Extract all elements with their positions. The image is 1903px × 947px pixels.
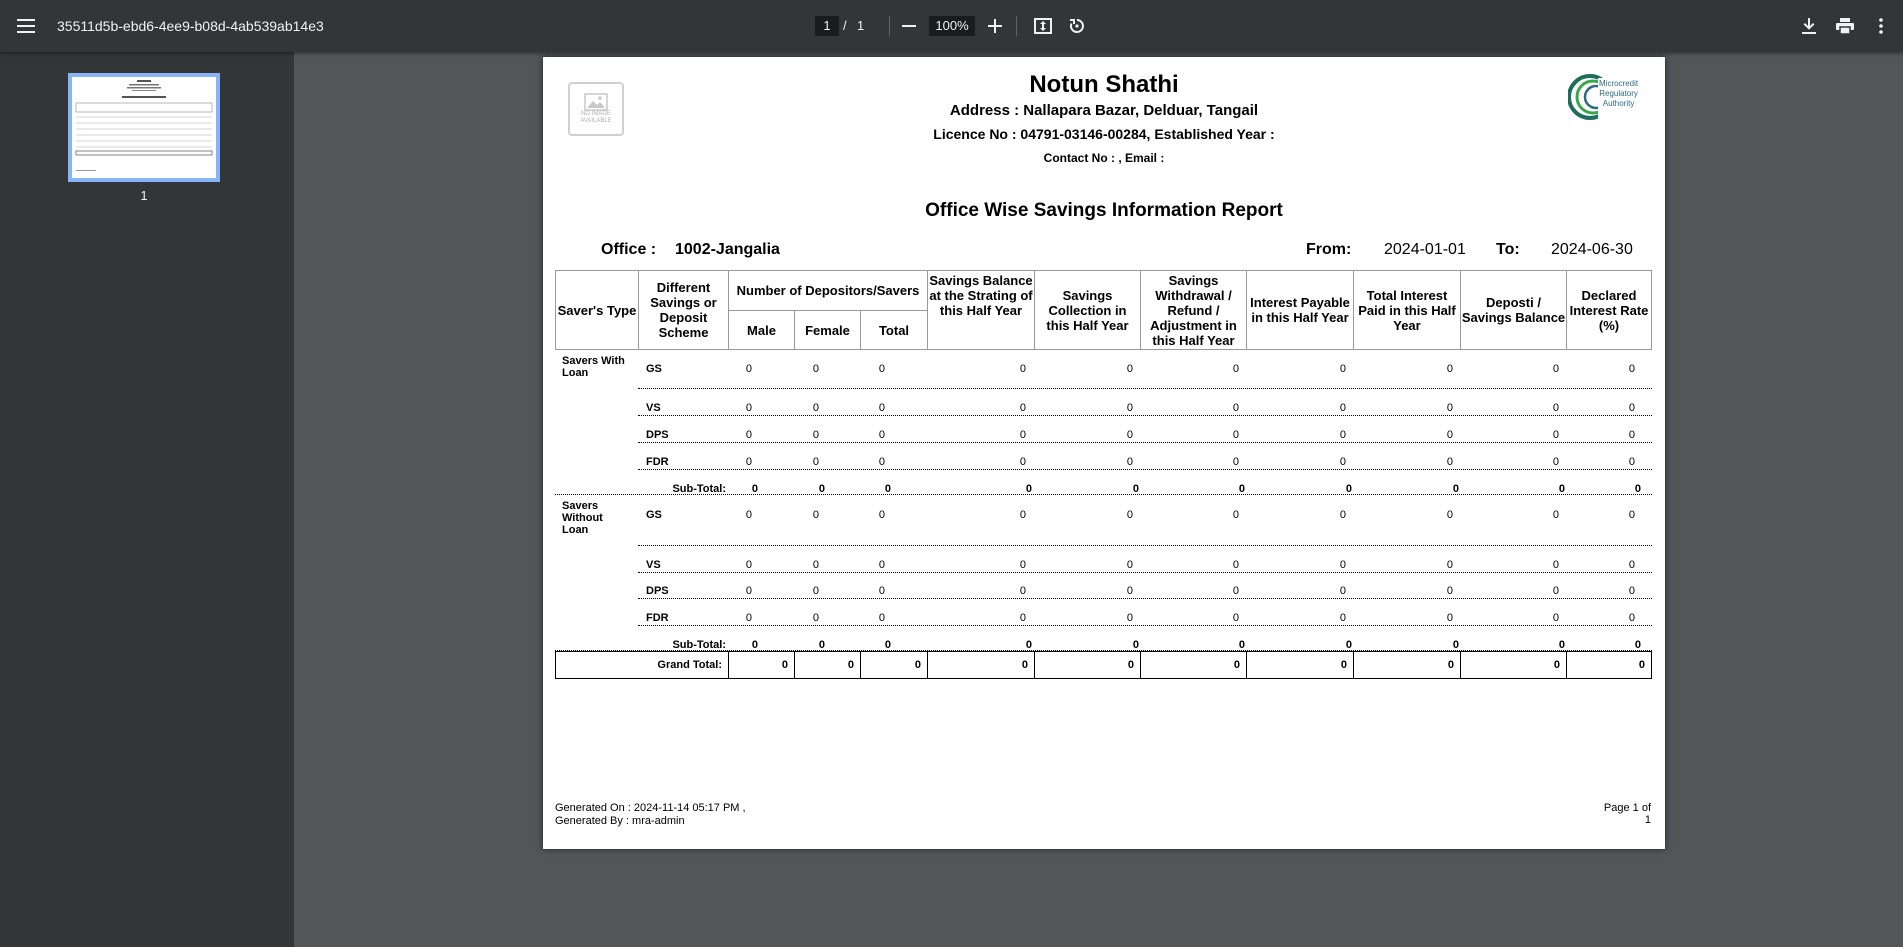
table-cell: 0: [1019, 612, 1026, 624]
header-collection: Savings Collection in this Half Year: [1034, 270, 1141, 350]
table-cell: 0: [1339, 363, 1346, 375]
grand-total-cell: 0: [728, 651, 795, 679]
subtotal-cell: 0: [1025, 483, 1032, 495]
table-cell: 0: [1126, 612, 1133, 624]
table-cell: 0: [1126, 402, 1133, 414]
table-cell: 0: [1552, 456, 1559, 468]
from-label: From:: [1306, 241, 1352, 258]
table-cell: 0: [812, 456, 819, 468]
office-label: Office :: [601, 241, 657, 258]
to-value: 2024-06-30: [1551, 241, 1633, 258]
mra-logo-text: [1599, 79, 1638, 109]
table-cell: 0: [812, 585, 819, 597]
table-cell: 0: [1628, 612, 1635, 624]
header-deposit-balance: Deposti / Savings Balance: [1460, 270, 1567, 350]
scheme-label: DPS: [646, 585, 669, 597]
header-scheme: Different Savings or Deposit Scheme: [638, 270, 729, 350]
table-cell: 0: [1628, 585, 1635, 597]
grand-total-cell: 0: [860, 651, 928, 679]
grand-total-cell: 0: [794, 651, 861, 679]
toolbar-divider: [1016, 16, 1017, 36]
table-cell: 0: [1019, 585, 1026, 597]
grand-total-cell: 0: [1460, 651, 1567, 679]
header-interest-paid: Total Interest Paid in this Half Year: [1353, 270, 1461, 350]
no-image-text: NO IMAGE: [580, 111, 611, 117]
header-interest-rate: Declared Interest Rate (%): [1566, 270, 1652, 350]
table-cell: 0: [1232, 456, 1239, 468]
scheme-label: VS: [646, 402, 661, 414]
toolbar-divider: [889, 16, 890, 36]
subtotal-cell: 0: [751, 483, 758, 495]
scheme-label: GS: [646, 363, 662, 375]
table-cell: 0: [1339, 402, 1346, 414]
scheme-label: GS: [646, 509, 662, 521]
header-balance-start: Savings Balance at the Strating of this Half Year: [927, 270, 1035, 350]
subtotal-label: Sub-Total:: [672, 483, 726, 495]
pdf-page: [543, 57, 1665, 849]
table-cell: 0: [1628, 402, 1635, 414]
subtotal-cell: 0: [1452, 483, 1459, 495]
table-cell: 0: [1126, 456, 1133, 468]
table-cell: 0: [1446, 509, 1453, 521]
organization-address: Address : Nallapara Bazar, Delduar, Tangail: [949, 102, 1259, 119]
table-cell: 0: [1628, 559, 1635, 571]
table-cell: 0: [812, 429, 819, 441]
zoom-in-icon[interactable]: [979, 10, 1011, 42]
group-label: Savers With Loan: [562, 355, 625, 379]
scheme-label: FDR: [646, 612, 669, 624]
group-divider: [555, 494, 1652, 495]
licence-info: Licence No : 04791-03146-00284, Established Year :: [933, 126, 1275, 142]
subtotal-cell: 0: [1452, 639, 1459, 651]
scheme-label: VS: [646, 559, 661, 571]
header-male: Male: [728, 310, 795, 350]
scheme-label: FDR: [646, 456, 669, 468]
table-cell: 0: [878, 612, 885, 624]
table-cell: 0: [1126, 509, 1133, 521]
subtotal-cell: 0: [1238, 639, 1245, 651]
table-cell: 0: [1339, 509, 1346, 521]
table-cell: 0: [1628, 429, 1635, 441]
no-image-text: AVAILABLE: [580, 118, 612, 124]
table-cell: 0: [1232, 402, 1239, 414]
row-divider: [638, 469, 1652, 470]
row-divider: [638, 415, 1652, 416]
table-cell: 0: [1552, 559, 1559, 571]
table-cell: 0: [878, 559, 885, 571]
table-cell: 0: [1552, 509, 1559, 521]
row-divider: [638, 388, 1652, 389]
download-icon[interactable]: [1793, 10, 1825, 42]
table-cell: 0: [812, 612, 819, 624]
table-cell: 0: [1232, 612, 1239, 624]
table-cell: 0: [878, 429, 885, 441]
subtotal-cell: 0: [1345, 639, 1352, 651]
more-vert-icon[interactable]: [1865, 10, 1897, 42]
grand-total-cell: 0: [1246, 651, 1354, 679]
table-cell: 0: [745, 429, 752, 441]
subtotal-cell: 0: [1345, 483, 1352, 495]
table-cell: 0: [1552, 429, 1559, 441]
table-cell: 0: [1126, 429, 1133, 441]
grand-total-cell: 0: [927, 651, 1035, 679]
header-depositors: Number of Depositors/Savers: [728, 270, 928, 311]
header-female: Female: [794, 310, 861, 350]
table-cell: 0: [1552, 402, 1559, 414]
file-name: 35511d5b-ebd6-4ee9-b08d-4ab539ab14e3: [57, 18, 324, 34]
menu-icon[interactable]: [10, 10, 42, 42]
table-cell: 0: [1628, 509, 1635, 521]
table-cell: 0: [1126, 559, 1133, 571]
page-separator: /: [843, 18, 847, 33]
subtotal-cell: 0: [1558, 639, 1565, 651]
row-divider: [638, 572, 1652, 573]
table-cell: 0: [878, 402, 885, 414]
generated-on: Generated On : 2024-11-14 05:17 PM ,: [555, 802, 746, 814]
table-cell: 0: [1446, 429, 1453, 441]
fit-page-icon[interactable]: [1027, 10, 1059, 42]
header-interest-payable: Interest Payable in this Half Year: [1246, 270, 1354, 350]
page-thumbnail[interactable]: [68, 73, 220, 182]
table-cell: 0: [1552, 612, 1559, 624]
table-cell: 0: [1019, 402, 1026, 414]
table-cell: 0: [1019, 509, 1026, 521]
table-cell: 0: [1019, 559, 1026, 571]
contact-info: Contact No : , Email :: [1043, 151, 1165, 165]
table-cell: 0: [878, 363, 885, 375]
total-pages: 1: [857, 18, 865, 33]
subtotal-cell: 0: [1634, 639, 1641, 651]
table-cell: 0: [1019, 429, 1026, 441]
table-cell: 0: [1126, 363, 1133, 375]
row-divider: [638, 625, 1652, 626]
subtotal-cell: 0: [1132, 639, 1139, 651]
table-cell: 0: [1232, 559, 1239, 571]
thumbnail-page-number: 1: [140, 188, 148, 203]
scheme-label: DPS: [646, 429, 669, 441]
row-divider: [638, 442, 1652, 443]
to-label: To:: [1496, 241, 1520, 258]
grand-total-cell: 0: [1034, 651, 1141, 679]
office-value: 1002-Jangalia: [675, 241, 780, 258]
table-cell: 0: [1628, 456, 1635, 468]
logo-text-line: Microcredit: [1599, 79, 1639, 88]
table-cell: 0: [812, 363, 819, 375]
table-cell: 0: [1446, 402, 1453, 414]
grand-total-cell: 0: [1140, 651, 1247, 679]
header-withdrawal: Savings Withdrawal / Refund / Adjustment in this Half Year: [1140, 270, 1247, 350]
from-value: 2024-01-01: [1384, 241, 1466, 258]
subtotal-cell: 0: [1132, 483, 1139, 495]
header-total: Total: [860, 310, 928, 350]
group-label: Savers Without Loan: [562, 500, 603, 536]
table-cell: 0: [1339, 585, 1346, 597]
subtotal-cell: 0: [1025, 639, 1032, 651]
logo-text-line: Authority: [1602, 99, 1635, 108]
table-cell: 0: [1339, 559, 1346, 571]
rotate-icon[interactable]: [1061, 10, 1093, 42]
table-cell: 0: [745, 585, 752, 597]
table-cell: 0: [1628, 363, 1635, 375]
table-cell: 0: [745, 363, 752, 375]
logo-text-line: Regulatory: [1599, 89, 1638, 98]
table-cell: 0: [1552, 585, 1559, 597]
table-cell: 0: [812, 559, 819, 571]
row-divider: [638, 545, 1652, 546]
table-cell: 0: [1019, 363, 1026, 375]
header-savers-type: Saver's Type: [555, 270, 639, 350]
table-cell: 0: [1019, 456, 1026, 468]
organization-name: Notun Shathi: [1029, 71, 1179, 98]
subtotal-cell: 0: [1558, 483, 1565, 495]
table-cell: 0: [1232, 363, 1239, 375]
table-cell: 0: [1232, 585, 1239, 597]
table-cell: 0: [812, 509, 819, 521]
table-cell: 0: [1446, 456, 1453, 468]
subtotal-cell: 0: [751, 639, 758, 651]
subtotal-cell: 0: [818, 483, 825, 495]
table-cell: 0: [745, 612, 752, 624]
page-number-input[interactable]: 1: [815, 16, 839, 36]
table-cell: 0: [1232, 509, 1239, 521]
thumbnail-sidebar: [0, 52, 294, 947]
table-cell: 0: [1552, 363, 1559, 375]
table-cell: 0: [745, 509, 752, 521]
subtotal-label: Sub-Total:: [672, 639, 726, 651]
table-cell: 0: [1339, 612, 1346, 624]
grand-total-cell: 0: [1353, 651, 1461, 679]
zoom-out-icon[interactable]: [893, 10, 925, 42]
subtotal-cell: 0: [1634, 483, 1641, 495]
row-divider: [638, 598, 1652, 599]
table-cell: 0: [1339, 429, 1346, 441]
table-cell: 0: [1446, 612, 1453, 624]
grand-total-label: Grand Total:: [555, 651, 729, 679]
page-info: Page 1 of 1: [1603, 802, 1651, 826]
table-cell: 0: [1446, 585, 1453, 597]
table-cell: 0: [1126, 585, 1133, 597]
subtotal-cell: 0: [1238, 483, 1245, 495]
table-cell: 0: [1446, 559, 1453, 571]
table-cell: 0: [1232, 429, 1239, 441]
subtotal-cell: 0: [818, 639, 825, 651]
subtotal-cell: 0: [884, 483, 891, 495]
generated-by: Generated By : mra-admin: [555, 815, 685, 827]
table-cell: 0: [745, 456, 752, 468]
zoom-input[interactable]: 100%: [929, 16, 975, 36]
table-cell: 0: [745, 559, 752, 571]
table-cell: 0: [812, 402, 819, 414]
subtotal-cell: 0: [884, 639, 891, 651]
table-cell: 0: [1446, 363, 1453, 375]
table-cell: 0: [745, 402, 752, 414]
table-cell: 0: [1339, 456, 1346, 468]
print-icon[interactable]: [1829, 10, 1861, 42]
report-title: Office Wise Savings Information Report: [925, 200, 1283, 221]
table-cell: 0: [878, 456, 885, 468]
pdf-toolbar: [0, 0, 1903, 52]
table-cell: 0: [878, 509, 885, 521]
table-cell: 0: [878, 585, 885, 597]
grand-total-cell: 0: [1566, 651, 1652, 679]
